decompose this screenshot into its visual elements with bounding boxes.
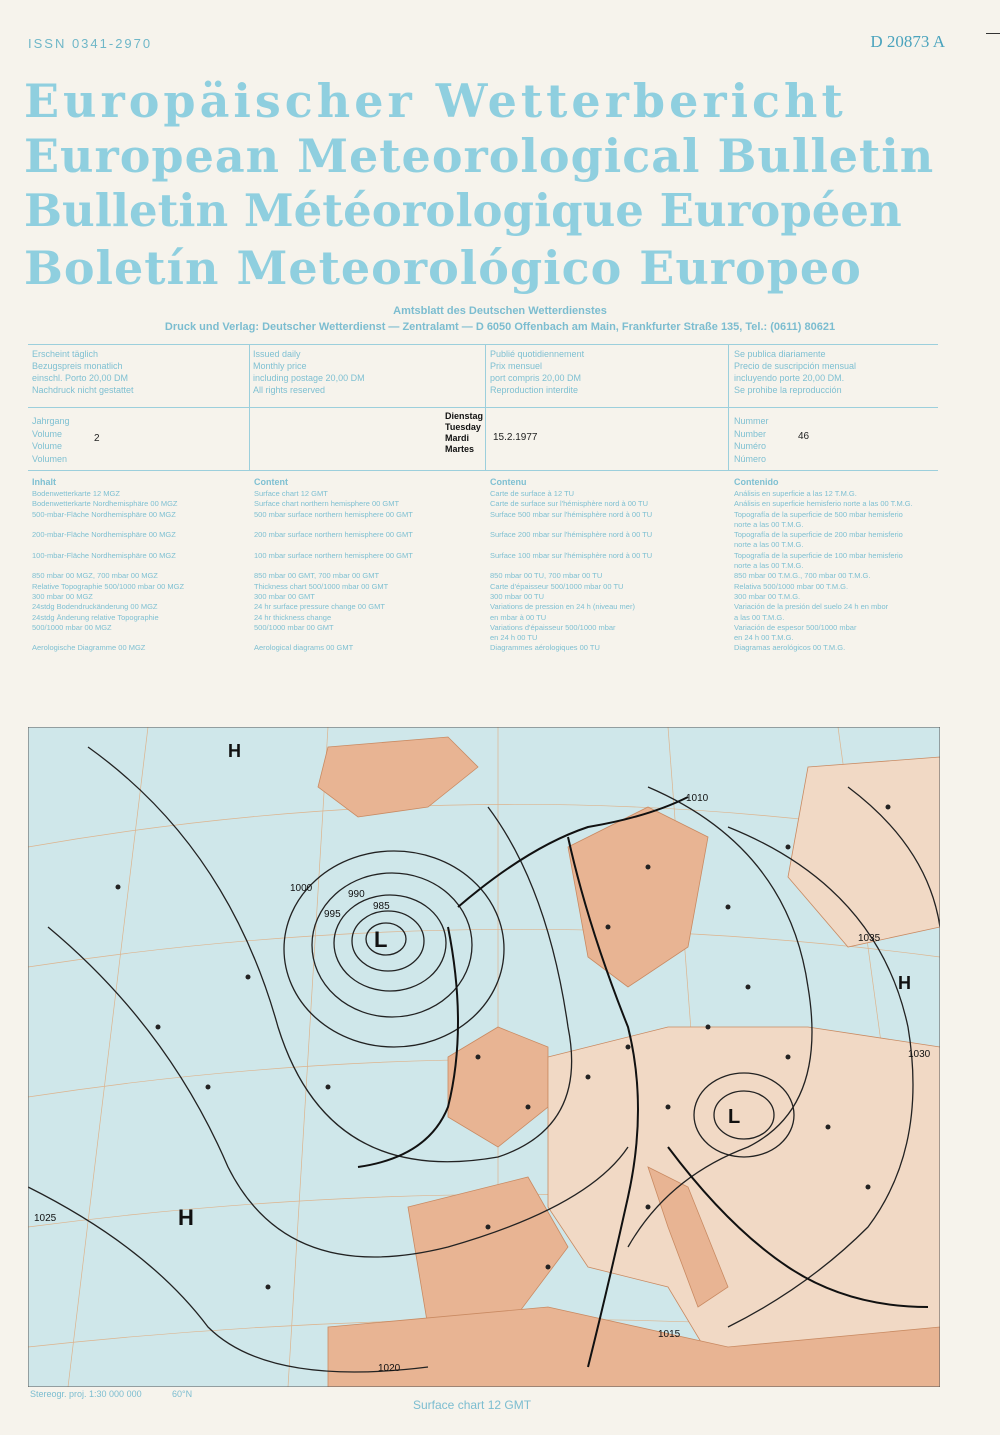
contents-heading-german: Inhalt <box>32 477 56 487</box>
surface-weather-map <box>28 727 940 1387</box>
isobar-label: 1015 <box>658 1329 681 1340</box>
low-pressure-centre: L <box>374 927 388 952</box>
isobar-label: 1010 <box>686 793 709 804</box>
rule-bottom <box>28 470 938 471</box>
isobar-label: 1035 <box>858 933 881 944</box>
divider <box>728 344 729 470</box>
publisher-address: Druck und Verlag: Deutscher Wetterdienst — Zentralamt — D 6050 Offenbach am Main, Frankfurter Straße 135, Tel.: (0611) 80621 <box>164 321 836 333</box>
publisher-line: Amtsblatt des Deutschen Wetterdienstes <box>393 305 607 317</box>
issue-date: 15.2.1977 <box>493 432 538 443</box>
weekday-labels: Dienstag Tuesday Mardi Martes <box>445 411 484 454</box>
isobar-label: 1020 <box>378 1363 401 1374</box>
isobar-label: 990 <box>348 889 365 900</box>
info-english: Issued daily Monthly price including postage 20,00 DM All rights reserved <box>253 349 365 395</box>
number-value: 46 <box>798 431 810 442</box>
contents-english: Surface chart 12 GMT Surface chart northern hemisphere 00 GMT 500 mbar surface northern hemisphere 00 GMT 200 mbar surface northern hemisphere 00 GMT 100 mbar surface northern hemisphere 00 GMT 850 mbar 00 GMT, 700 mbar 00 GMT Thickness chart 500/1000 mbar 00 GMT 300 mbar 00 GMT 24 hr surface pressure change 00 GMT 24 hr thickness change 500/1000 mbar 00 GMT Aerological diagrams 00 GMT <box>254 489 413 653</box>
rule-top <box>28 344 938 345</box>
high-pressure-centre: H <box>178 1205 194 1230</box>
high-pressure-centre: H <box>898 973 911 993</box>
isobar-label: 995 <box>324 909 341 920</box>
rule-mid <box>28 407 938 408</box>
title-spanish: Boletín Meteorológico Europeo <box>24 241 862 295</box>
divider <box>249 344 250 470</box>
isobar-label: 1000 <box>290 883 313 894</box>
issn-number: ISSN 0341-2970 <box>28 36 153 51</box>
isobar-label: 1030 <box>908 1049 931 1060</box>
map-caption: Surface chart 12 GMT <box>413 1398 532 1412</box>
isobar-label: 985 <box>373 901 390 912</box>
contents-french: Carte de surface à 12 TU Carte de surface sur l'hémisphère nord à 00 TU Surface 500 mbar sur l'hémisphère nord à 00 TU Surface 200 mbar sur l'hémisphère nord à 00 TU Surface 100 mbar sur l'hémisphère nord à 00 TU 850 mbar 00 TU, 700 mbar 00 TU Carte d'épaisseur 500/1000 mbar 00 TU 300 mbar 00 TU Variations de pression en 24 h (niveau mer) en mbar à 00 TU Variations d'épaisseur 500/1000 mbar en 24 h 00 TU Diagrammes aérologiques 00 TU <box>490 489 653 653</box>
map-projection: Stereogr. proj. 1:30 000 000 <box>30 1389 142 1399</box>
volume-labels: Jahrgang Volume Volume Volumen <box>32 416 70 464</box>
info-french: Publié quotidiennement Prix mensuel port compris 20,00 DM Reproduction interdite <box>490 349 585 395</box>
low-pressure-centre: L <box>728 1106 741 1128</box>
isobar-label: 1025 <box>34 1213 57 1224</box>
number-labels: Nummer Number Numéro Número <box>734 416 769 464</box>
document-id: D 20873 A <box>870 32 945 51</box>
contents-heading-french: Contenu <box>490 477 527 487</box>
divider <box>485 344 486 470</box>
contents-heading-spanish: Contenido <box>734 477 779 487</box>
info-german: Erscheint täglich Bezugspreis monatlich einschl. Porto 20,00 DM Nachdruck nicht gestattet <box>32 349 134 395</box>
contents-spanish: Análisis en superficie a las 12 T.M.G. Análisis en superficie hemisferio norte a las 00 T.M.G. Topografía de la superficie de 500 mbar hemisferio norte a las 00 T.M.G. Topografía de la superficie de 200 mbar hemisferio norte a las 00 T.M.G. Topografía de la superficie de 100 mbar hemisferio norte a las 00 T.M.G. 850 mbar 00 T.M.G., 700 mbar 00 T.M.G. Relativa 500/1000 mbar 00 T.M.G. 300 mbar 00 T.M.G. Variación de la presión del suelo 24 h en mbor a las 00 T.M.G. Variación de espesor 500/1000 mbar en 24 h 00 T.M.G. Diagramas aerológicos 00 T.M.G. <box>734 489 913 653</box>
contents-german: Bodenwetterkarte 12 MGZ Bodenwetterkarte Nordhemisphäre 00 MGZ 500-mbar-Fläche Nordhemisphäre 00 MGZ 200-mbar-Fläche Nordhemisphäre 00 MGZ 100-mbar-Fläche Nordhemisphäre 00 MGZ 850 mbar 00 MGZ, 700 mbar 00 MGZ Relative Topographie 500/1000 mbar 00 MGZ 300 mbar 00 MGZ 24stdg Bodendruckänderung 00 MGZ 24stdg Änderung relative Topographie 500/1000 mbar 00 MGZ Aerologische Diagramme 00 MGZ <box>32 489 185 653</box>
margin-mark <box>986 33 1000 34</box>
contents-heading-english: Content <box>254 477 288 487</box>
info-spanish: Se publica diariamente Precio de suscripción mensual incluyendo porte 20,00 DM. Se prohibe la reproducción <box>734 349 857 395</box>
title-german: Europäischer Wetterbericht <box>24 74 847 128</box>
title-english: European Meteorological Bulletin <box>24 129 935 183</box>
high-pressure-centre: H <box>228 741 241 761</box>
volume-value: 2 <box>94 433 100 444</box>
map-latitude: 60°N <box>172 1389 193 1399</box>
title-french: Bulletin Météorologique Européen <box>24 184 902 237</box>
